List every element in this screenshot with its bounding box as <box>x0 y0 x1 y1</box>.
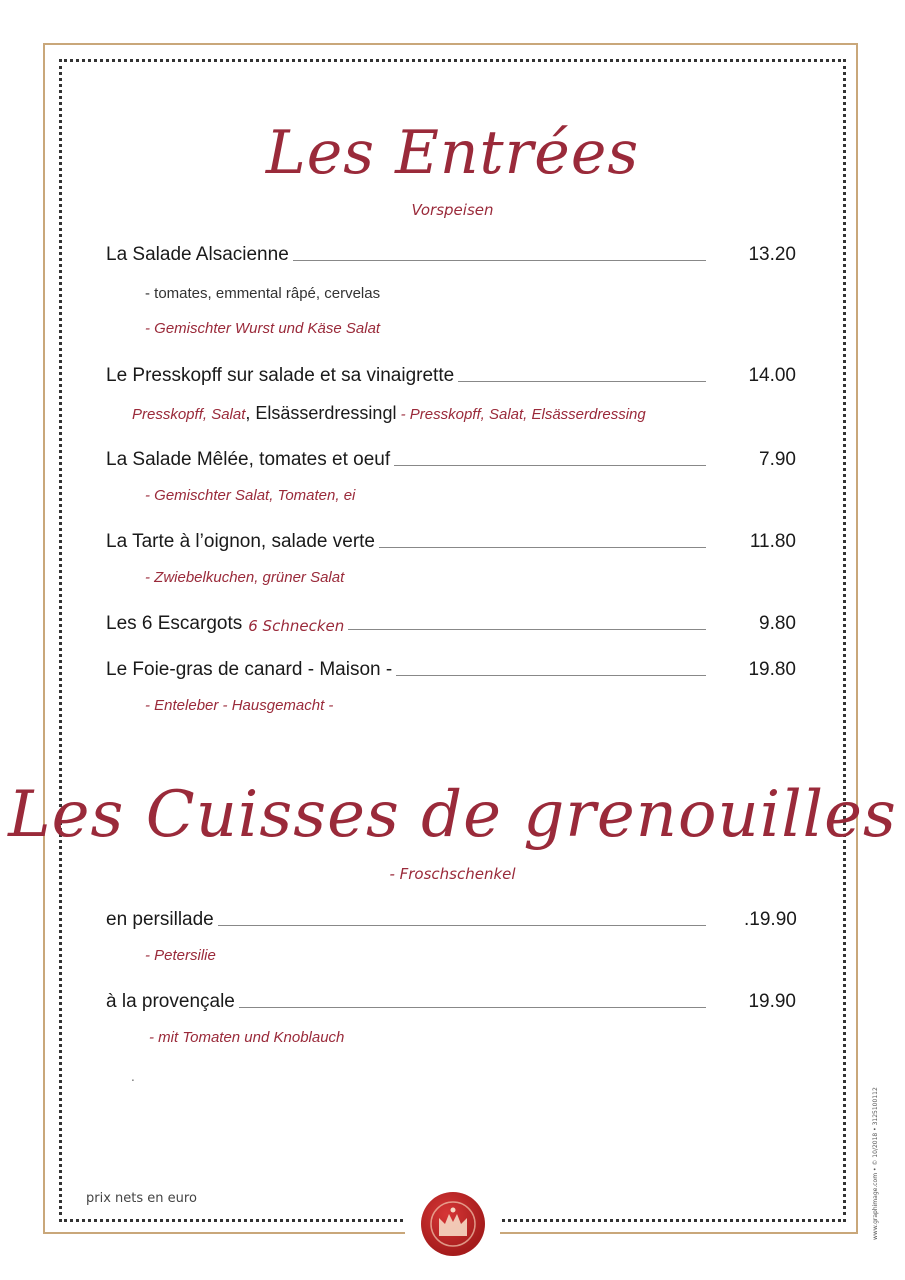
menu-item <box>106 655 796 681</box>
item-price: 19.80 <box>748 659 796 680</box>
item-description-de-part: Presskopff, Salat <box>132 406 246 423</box>
item-price: 14.00 <box>748 365 796 386</box>
menu-item <box>106 361 796 387</box>
item-description-fr: - tomates, emmental râpé, cervelas <box>145 285 381 302</box>
leader-line <box>379 546 706 548</box>
item-price: 7.90 <box>759 449 796 470</box>
menu-item <box>106 527 796 553</box>
item-price: .19.90 <box>744 909 797 930</box>
menu-item <box>106 987 796 1013</box>
section-title-grenouilles: Les Cuisses de grenouilles <box>8 778 897 852</box>
item-price: 19.90 <box>748 991 796 1012</box>
item-price: 11.80 <box>749 531 796 552</box>
item-price: 9.80 <box>759 613 796 634</box>
item-description-mixed: , Elsässerdressingl <box>245 403 397 423</box>
item-name: La Salade Alsacienne <box>106 244 289 265</box>
item-description-de: - Petersilie <box>145 947 216 964</box>
menu-item <box>106 609 796 635</box>
menu-item <box>106 905 796 931</box>
item-name: Les 6 Escargots <box>106 613 243 634</box>
section-subtitle-entrees: Vorspeisen <box>411 201 494 219</box>
crown-logo-icon <box>421 1192 485 1256</box>
item-name: Le Presskopff sur salade et sa vinaigrette <box>106 365 455 386</box>
section-title-entrees: Les Entrées <box>265 118 640 188</box>
leader-line <box>458 380 706 382</box>
item-description-de: - Gemischter Wurst und Käse Salat <box>145 320 381 337</box>
print-credit: www.graphimage.com • © 10/2018 • 3125100112 <box>872 1087 879 1240</box>
stray-mark: . <box>131 1070 135 1084</box>
item-name: en persillade <box>106 909 214 930</box>
menu-item <box>106 240 796 266</box>
inner-dotted-frame <box>59 59 846 1222</box>
menu-item <box>106 445 796 471</box>
leader-line <box>348 628 706 630</box>
item-description-de: - mit Tomaten und Knoblauch <box>149 1029 345 1046</box>
item-name: La Salade Mêlée, tomates et oeuf <box>106 449 391 470</box>
item-description-de <box>132 403 646 424</box>
section-subtitle-grenouilles: - Froschschenkel <box>389 865 516 883</box>
item-inline-de: 6 Schnecken <box>248 617 345 635</box>
item-name: Le Foie-gras de canard - Maison - <box>106 659 393 680</box>
item-description-de: - Enteleber - Hausgemacht - <box>145 697 334 714</box>
leader-line <box>396 674 706 676</box>
item-price: 13.20 <box>748 244 796 265</box>
price-note: prix nets en euro <box>86 1191 197 1206</box>
item-description-de: - Gemischter Salat, Tomaten, ei <box>145 487 356 504</box>
leader-line <box>394 464 706 466</box>
item-name: à la provençale <box>106 991 235 1012</box>
leader-line <box>239 1006 706 1008</box>
crown-icon <box>421 1192 485 1256</box>
item-name: La Tarte à l’oignon, salade verte <box>106 531 375 552</box>
item-description-de: - Zwiebelkuchen, grüner Salat <box>145 569 345 586</box>
leader-line <box>293 259 706 261</box>
item-description-de-part: - Presskopff, Salat, Elsässerdressing <box>396 406 646 423</box>
leader-line <box>218 924 706 926</box>
